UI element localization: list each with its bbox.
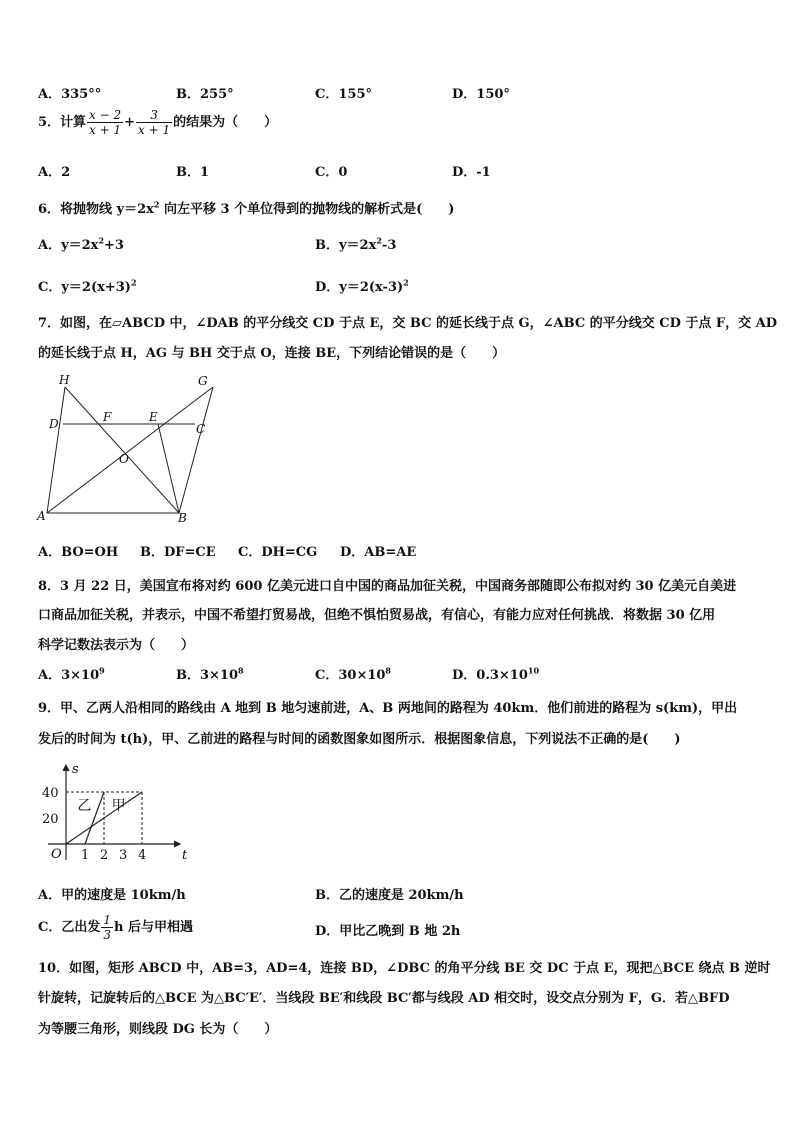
x-tick-label-3: 3 xyxy=(119,848,128,863)
q5-stem: 5．计算 $\frac{x - 2}{x + 1}$ + $\frac{3}{x + 1}$ 的结果为（ ） xyxy=(38,108,278,137)
q5-option-c: C．0 xyxy=(315,165,348,180)
q6-option-d: D．$y=2(x-3)^2$ xyxy=(315,277,409,295)
q9-option-a: A．甲的速度是 10km/h xyxy=(38,888,186,903)
label-H: H xyxy=(59,373,70,387)
q9-option-c: C．乙出发 $\frac{1}{3}$ h 后与甲相遇 xyxy=(38,913,193,942)
segment-AG xyxy=(47,387,213,513)
q6-stem: 6．将抛物线 $y=2x^2$ 向左平移 3 个单位得到的抛物线的解析式是( ) xyxy=(38,199,455,217)
y-tick-label-20: 20 xyxy=(42,812,59,827)
label-C: C xyxy=(196,422,206,436)
label-G: G xyxy=(198,374,208,388)
q7-stem-line-2: 的延长线于点 H，AG 与 BH 交于点 O，连接 BE，下列结论错误的是（ ） xyxy=(38,346,506,361)
y-axis-label: s xyxy=(72,762,79,777)
q5-fraction-2: $\frac{3}{x + 1}$ xyxy=(138,108,171,137)
q8-stem-line-3: 科学记数法表示为（ ） xyxy=(38,638,195,653)
q4-option-c: C．155° xyxy=(315,87,372,102)
q7-option-d: D．AB=AE xyxy=(340,545,417,560)
q6-option-b: B．$y=2x^2-3$ xyxy=(315,235,397,253)
x-axis-label: t xyxy=(182,848,188,863)
q9-option-d: D．甲比乙晚到 B 地 2h xyxy=(315,924,461,939)
x-tick-label-1: 1 xyxy=(81,848,90,863)
label-A: A xyxy=(37,509,46,523)
q9-stem-line-1: 9．甲、乙两人沿相同的路线由 A 地到 B 地匀速前进，A、B 两地间的路程为 40km．他们前进的路程为 s(km)，甲出 xyxy=(38,701,738,716)
q4-option-b: B．255° xyxy=(176,87,234,102)
label-O: O xyxy=(119,452,129,466)
q8-option-c: C．$30\times 10^8$ xyxy=(315,665,391,683)
label-D: D xyxy=(49,417,59,431)
y-tick-label-40: 40 xyxy=(42,786,59,801)
q7-option-a: A．BO=OH xyxy=(38,545,119,560)
q4-option-d: D．150° xyxy=(452,87,510,102)
q8-stem-line-2: 口商品加征关税，并表示，中国不希望打贸易战，但绝不惧怕贸易战，有信心，有能力应对任何挑战．将数据 30 亿用 xyxy=(38,608,716,623)
q8-option-b: B．$3\times 10^8$ xyxy=(176,665,244,683)
q5-option-a: A．2 xyxy=(38,165,71,180)
q6-option-c: C．$y=2(x+3)^2$ xyxy=(38,277,137,295)
label-E: E xyxy=(149,410,158,424)
segment-AH xyxy=(47,387,65,513)
x-tick-label-2: 2 xyxy=(100,848,109,863)
q7-parallelogram-figure xyxy=(35,370,220,528)
q10-stem-line-2: 针旋转，记旋转后的△BCE 为△BC′E′．当线段 BE′和线段 BC′都与线段 AD 相交时，设交点分别为 F，G．若△BFD xyxy=(38,991,730,1006)
series-label-yi: 乙 xyxy=(77,798,92,815)
q5-fraction-1: $\frac{x - 2}{x + 1}$ xyxy=(89,108,122,137)
q9-option-c-fraction: $\frac{1}{3}$ xyxy=(103,913,111,942)
q7-stem-line-1: 7．如图，在▱ABCD 中，∠DAB 的平分线交 CD 于点 E，交 BC 的延长线于点 G，∠ABC 的平分线交 CD 于点 F，交 AD xyxy=(38,316,778,331)
q7-option-c: C．DH=CG xyxy=(238,545,318,560)
q8-stem-line-1: 8．3 月 22 日，美国宣布将对约 600 亿美元进口自中国的商品加征关税，中国商务部随即公布拟对约 30 亿美元自美进 xyxy=(38,579,737,594)
label-F: F xyxy=(103,410,112,424)
q5-option-b: B．1 xyxy=(176,165,210,180)
q9-option-b: B．乙的速度是 20km/h xyxy=(315,888,464,903)
q9-distance-time-chart xyxy=(40,762,190,866)
q10-stem-line-3: 为等腰三角形，则线段 DG 长为（ ） xyxy=(38,1022,278,1037)
x-tick-label-4: 4 xyxy=(138,848,147,863)
q6-option-a: A．$y=2x^2+3$ xyxy=(38,235,124,253)
q9-stem-line-2: 发后的时间为 t(h)，甲、乙前进的路程与时间的函数图象如图所示．根据图象信息，下列说法不正确的是( ) xyxy=(38,732,681,747)
segment-BE xyxy=(158,424,179,513)
segment-BG xyxy=(179,387,213,513)
label-B: B xyxy=(178,511,187,525)
q7-option-b: B．DF=CE xyxy=(140,545,216,560)
q10-stem-line-1: 10．如图，矩形 ABCD 中，AB=3，AD=4，连接 BD，∠DBC 的角平分线 BE 交 DC 于点 E，现把△BCE 绕点 B 逆时 xyxy=(38,961,771,976)
segment-BH xyxy=(65,387,179,513)
series-label-jia: 甲 xyxy=(111,798,126,815)
q8-option-a: A．$3\times 10^9$ xyxy=(38,665,105,683)
q4-option-a: A．335°° xyxy=(38,87,102,102)
origin-label: O xyxy=(51,847,62,862)
q8-option-d: D．$0.3\times 10^{10}$ xyxy=(452,665,540,683)
q5-option-d: D．-1 xyxy=(452,165,491,180)
